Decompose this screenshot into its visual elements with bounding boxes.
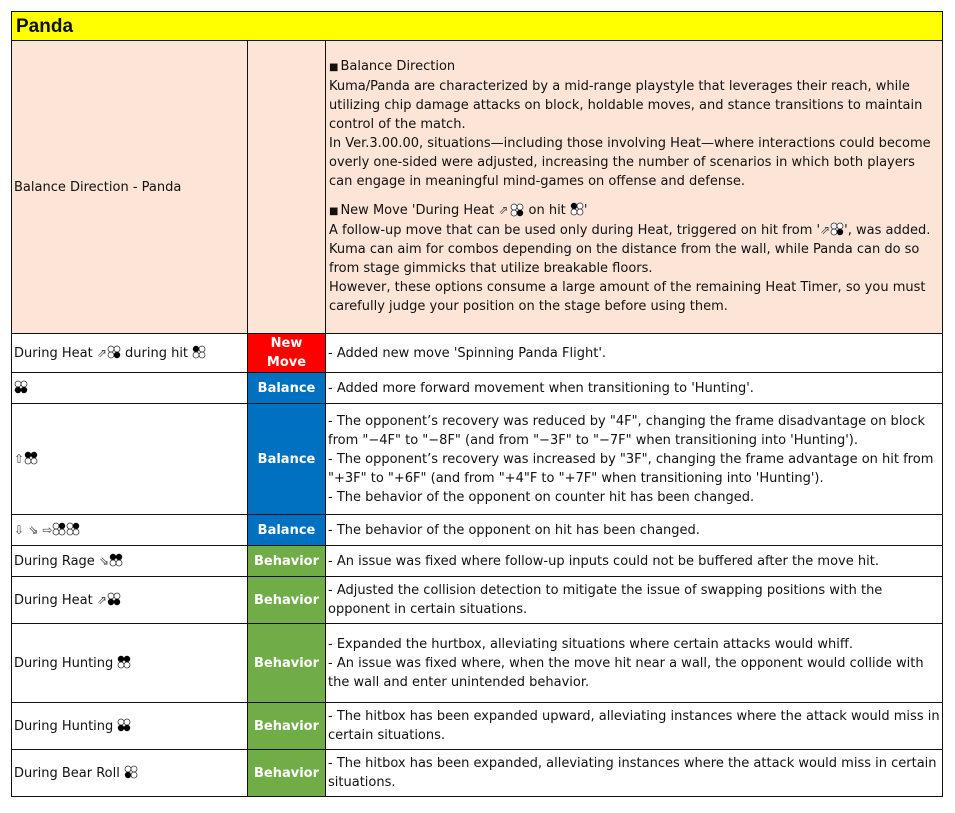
table-row xyxy=(12,515,943,546)
change-type-badge: Balance xyxy=(248,515,326,546)
section2-paragraph-2: Kuma can aim for combos depending on the distance from the wall, while Panda can do so from stage gimmicks that utilize breakable floors. xyxy=(329,241,920,276)
description-line: - The behavior of the opponent on hit has been changed. xyxy=(328,522,700,538)
intro-label: Balance Direction - Panda xyxy=(12,41,248,334)
text: ', was added. xyxy=(844,222,931,238)
move-command xyxy=(12,703,248,750)
change-description xyxy=(326,334,943,373)
arrow-up-forward-icon: ⇗ xyxy=(96,345,107,360)
heading-text: New Move 'During Heat xyxy=(340,202,499,218)
move-command xyxy=(12,546,248,577)
move-text: During Rage xyxy=(14,553,99,569)
change-description xyxy=(326,546,943,577)
button-3-4-icon xyxy=(14,380,28,394)
arrow-down-icon: ⇩ xyxy=(14,522,25,537)
move-command xyxy=(12,334,248,373)
change-type-badge: Balance xyxy=(248,373,326,404)
arrow-up-forward-icon: ⇗ xyxy=(498,203,509,217)
change-type-badge: Behavior xyxy=(248,577,326,624)
change-type-badge: Balance xyxy=(248,404,326,515)
description-line: - Expanded the hurtbox, alleviating situations where certain attacks would whiff. xyxy=(328,636,853,652)
change-description xyxy=(326,404,943,515)
table-row xyxy=(12,546,943,577)
text: A follow-up move that can be used only during Heat, triggered on hit from ' xyxy=(329,222,821,238)
table-row xyxy=(12,334,943,373)
move-command xyxy=(12,373,248,404)
title-row xyxy=(12,12,943,41)
description-line: - The hitbox has been expanded, alleviating instances where the attack would miss in certain situations. xyxy=(328,756,937,790)
description-line: - The opponent’s recovery was reduced by "4F", changing the frame disadvantage on block from "−4F" to "−8F" (and from "−3F" to "−7F" when transitioning into 'Hunting'). xyxy=(328,413,926,448)
button-3-4-icon xyxy=(107,592,121,606)
change-type-badge: Behavior xyxy=(248,750,326,797)
intro-row xyxy=(12,41,943,334)
button-3-4-icon xyxy=(117,718,131,732)
change-type-badge: Behavior xyxy=(248,703,326,750)
section2-paragraph-3: However, these options consume a large amount of the remaining Heat Timer, so you must carefully judge your position on the stage before using them. xyxy=(329,279,926,314)
change-description xyxy=(326,703,943,750)
move-text: during hit xyxy=(120,345,193,361)
arrow-down-forward-icon: ⇘ xyxy=(28,522,39,537)
section1-heading: Balance Direction xyxy=(340,58,456,74)
button-1-icon xyxy=(570,202,584,216)
arrow-up-forward-icon: ⇗ xyxy=(820,222,831,237)
change-description xyxy=(326,577,943,624)
table-row xyxy=(12,577,943,624)
move-command xyxy=(12,624,248,703)
arrow-down-forward-icon: ⇘ xyxy=(98,553,109,568)
move-command xyxy=(12,577,248,624)
description-line: - The opponent’s recovery was increased by "3F", changing the frame advantage on hit from "+3F" to "+6F" (and from "+4"F to "+7F" when transitioning into 'Hunting'). xyxy=(328,451,934,486)
section-heading-balance-direction xyxy=(329,57,940,77)
table-row xyxy=(12,624,943,703)
section1-paragraph-1: Kuma/Panda are characterized by a mid-range playstyle that leverages their reach, while utilizing chip damage attacks on block, holdable moves, and stance transitions to maintain control of the match. xyxy=(329,78,923,132)
change-type-badge: Behavior xyxy=(248,546,326,577)
intro-description xyxy=(326,41,943,334)
table-row xyxy=(12,373,943,404)
heading-text: on hit xyxy=(524,202,570,218)
heading-text: ' xyxy=(583,202,588,218)
change-type-badge: Behavior xyxy=(248,624,326,703)
section2-paragraph-1 xyxy=(329,221,940,240)
button-1-2-icon xyxy=(24,451,38,465)
character-title: Panda xyxy=(12,12,943,41)
section-heading-new-move xyxy=(329,201,940,221)
arrow-up-forward-icon: ⇗ xyxy=(96,592,107,607)
button-3-icon xyxy=(124,765,138,779)
description-line: - Adjusted the collision detection to mitigate the issue of swapping positions with the opponent in certain situations. xyxy=(328,583,883,617)
button-2-icon xyxy=(510,203,524,217)
table-row xyxy=(12,750,943,797)
change-description xyxy=(326,624,943,703)
section1-paragraph-2: In Ver.3.00.00, situations—including those involving Heat—where interactions could become overly one-sided were adjusted, increasing the number of scenarios in which both players can engage in meaningful mind-games on offense and defense. xyxy=(329,135,931,189)
patch-notes-table xyxy=(11,11,943,797)
change-description xyxy=(326,750,943,797)
description-line: - An issue was fixed where follow-up inputs could not be buffered after the move hit. xyxy=(328,553,879,569)
change-type-badge: New Move xyxy=(248,334,326,373)
button-2-icon xyxy=(107,345,121,359)
arrow-up-icon: ⇧ xyxy=(14,451,25,466)
move-command xyxy=(12,404,248,515)
table-row xyxy=(12,404,943,515)
patch-notes-sheet xyxy=(11,11,943,797)
description-line: - The behavior of the opponent on counter hit has been changed. xyxy=(328,489,755,505)
button-1-2-icon xyxy=(109,553,123,567)
move-text: During Heat xyxy=(14,592,97,608)
button-2-icon xyxy=(52,522,66,536)
table-row xyxy=(12,703,943,750)
description-line: - Added more forward movement when transitioning to 'Hunting'. xyxy=(328,380,754,396)
arrow-forward-icon: ⇨ xyxy=(42,522,53,537)
move-text: During Bear Roll xyxy=(14,765,124,781)
intro-tag-empty xyxy=(248,41,326,334)
button-1-2-icon xyxy=(117,655,131,669)
description-line: - Added new move 'Spinning Panda Flight'. xyxy=(328,345,607,361)
square-bullet-icon: ■ xyxy=(329,205,339,217)
button-1-icon xyxy=(192,345,206,359)
move-text: During Hunting xyxy=(14,718,118,734)
move-text: During Hunting xyxy=(14,655,118,671)
description-line: - An issue was fixed where, when the move hit near a wall, the opponent would collide with the wall and enter unintended behavior. xyxy=(328,655,924,690)
description-line: - The hitbox has been expanded upward, alleviating instances where the attack would miss in certain situations. xyxy=(328,709,940,743)
change-description xyxy=(326,515,943,546)
move-command xyxy=(12,515,248,546)
button-2-icon xyxy=(66,522,80,536)
change-description xyxy=(326,373,943,404)
move-command xyxy=(12,750,248,797)
move-text: During Heat xyxy=(14,345,97,361)
square-bullet-icon: ■ xyxy=(329,61,339,73)
button-2-icon xyxy=(830,222,844,236)
